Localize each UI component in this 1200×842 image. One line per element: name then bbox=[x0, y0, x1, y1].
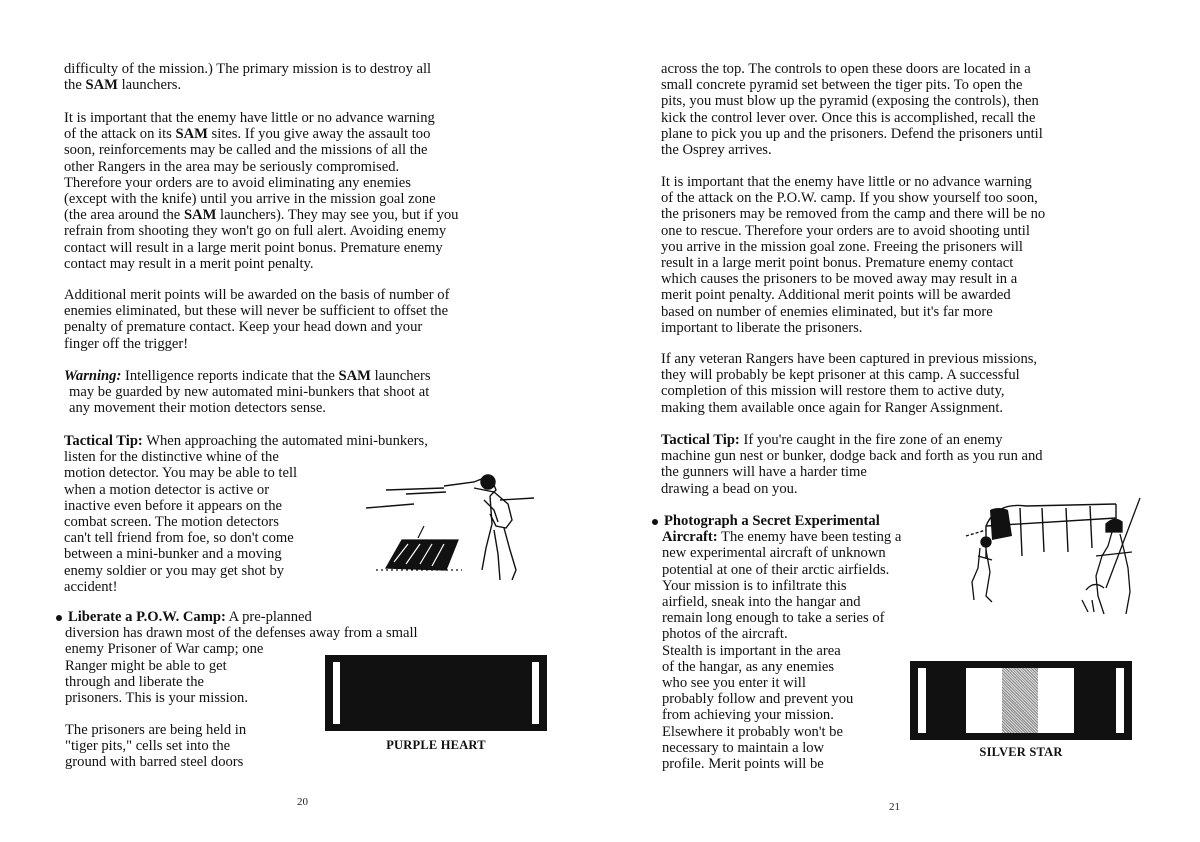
text-line: the gunners will have a harder time bbox=[661, 464, 867, 481]
pow-warning-paragraph bbox=[661, 174, 1045, 336]
text-line: merit point penalty. Additional merit points will be awarded bbox=[661, 287, 1011, 304]
photograph-aircraft-paragraph bbox=[652, 513, 901, 772]
text-line: may be guarded by new automated mini-bunkers that shoot at bbox=[69, 384, 430, 401]
text-line: they will probably be kept prisoner at this camp. A successful bbox=[661, 367, 1020, 384]
text-line: If any veteran Rangers have been captured in previous missions, bbox=[661, 351, 1038, 367]
ribbon-stripe bbox=[966, 668, 1002, 733]
ribbon-stripe bbox=[918, 668, 926, 733]
warning-label: Warning: bbox=[64, 368, 122, 384]
text-line: Stealth is important in the area bbox=[662, 642, 841, 659]
silver-star-ribbon bbox=[910, 661, 1132, 740]
text-line: accident! bbox=[64, 578, 118, 595]
text-line: launchers. bbox=[117, 77, 182, 94]
text-line: Elsewhere it probably won't be bbox=[662, 723, 843, 740]
text-line: It is important that the enemy have little or no advance warning bbox=[64, 110, 435, 126]
sam-term: SAM bbox=[183, 207, 217, 224]
text-line: photos of the aircraft. bbox=[662, 626, 788, 643]
text-line: based on number of enemies eliminated, but it's far more bbox=[661, 303, 993, 320]
text-line: launchers bbox=[370, 368, 431, 384]
right-page bbox=[600, 0, 1200, 842]
sam-term: SAM bbox=[338, 368, 371, 384]
text-line: necessary to maintain a low bbox=[662, 739, 825, 756]
text-line: any movement their motion detectors sense. bbox=[69, 400, 326, 417]
text-line: the prisoners may be removed from the camp and there will be no bbox=[661, 206, 1046, 223]
text-line: combat screen. The motion detectors bbox=[64, 514, 279, 531]
bullet-icon bbox=[652, 519, 658, 525]
text-line: ground with barred steel doors bbox=[65, 754, 244, 771]
text-line: the bbox=[64, 77, 86, 94]
text-line: (except with the knife) until you arrive in the mission goal zone bbox=[64, 191, 436, 208]
text-line: sites. If you give away the assault too bbox=[207, 126, 431, 143]
text-line: A pre-planned bbox=[225, 609, 312, 625]
text-line: diversion has drawn most of the defenses away from a small bbox=[65, 625, 418, 642]
text-line: Ranger might be able to get bbox=[65, 657, 227, 674]
text-line: It is important that the enemy have little or no advance warning bbox=[661, 174, 1032, 190]
text-line: airfield, sneak into the hangar and bbox=[662, 594, 861, 611]
text-line: profile. Merit points will be bbox=[662, 756, 824, 773]
text-line: refrain from shooting they won't go on full alert. Avoiding enemy bbox=[64, 223, 447, 240]
text-line: listen for the distinctive whine of the bbox=[64, 449, 279, 466]
text-line: plane to pick you up and the prisoners. Defend the prisoners until bbox=[661, 125, 1043, 142]
text-line: The prisoners are being held in bbox=[65, 722, 247, 738]
tactical-tip-label: Tactical Tip: bbox=[64, 433, 143, 449]
text-line: launchers). They may see you, but if you bbox=[216, 207, 459, 224]
text-line: completion of this mission will restore them to active duty, bbox=[661, 383, 1005, 400]
hangar-soldiers-illustration bbox=[956, 496, 1146, 620]
text-line: enemy soldier or you may get shot by bbox=[64, 562, 285, 579]
text-line: can't tell friend from foe, so don't come bbox=[64, 530, 294, 547]
silver-star-caption: SILVER STAR bbox=[979, 745, 1063, 759]
text-line: When approaching the automated mini-bunkers, bbox=[142, 433, 428, 449]
text-line: across the top. The controls to open these doors are located in a bbox=[661, 61, 1031, 77]
additional-merit-paragraph bbox=[64, 287, 449, 352]
text-line: inactive even before it appears on the bbox=[64, 497, 282, 514]
tactical-tip-label: Tactical Tip: bbox=[661, 432, 740, 448]
text-line: difficulty of the mission.) The primary mission is to destroy all bbox=[64, 61, 432, 77]
text-line: enemies eliminated, but these will never be sufficient to offset the bbox=[64, 303, 449, 320]
ribbon-stripe bbox=[1038, 668, 1074, 733]
text-line: small concrete pyramid set between the tiger pits. To open the bbox=[661, 77, 1023, 94]
soldier-aiming-illustration bbox=[366, 470, 538, 590]
text-line: between a mini-bunker and a moving bbox=[64, 546, 282, 563]
intro-paragraph bbox=[64, 61, 431, 93]
text-line: motion detector. You may be able to tell bbox=[64, 465, 298, 482]
text-line: Your mission is to infiltrate this bbox=[662, 577, 847, 594]
text-line: "tiger pits," cells set into the bbox=[65, 738, 231, 755]
text-line: If you're caught in the fire zone of an enemy bbox=[739, 432, 1003, 448]
tiger-pits-continued-paragraph bbox=[661, 61, 1043, 158]
text-line: Therefore your orders are to avoid eliminating any enemies bbox=[64, 174, 411, 191]
veteran-rangers-paragraph bbox=[661, 351, 1037, 416]
text-line: machine gun nest or bunker, dodge back and forth as you run and bbox=[661, 448, 1043, 465]
pow-camp-label: Liberate a P.O.W. Camp: bbox=[68, 609, 226, 625]
text-line: (the area around the bbox=[64, 207, 184, 224]
text-line: of the attack on the P.O.W. camp. If you show yourself too soon, bbox=[661, 190, 1038, 207]
text-line: who see you enter it will bbox=[662, 675, 806, 692]
text-line: which causes the prisoners to be moved away may result in a bbox=[661, 271, 1018, 288]
ribbon-stripe bbox=[532, 662, 539, 724]
text-line: The enemy have been testing a bbox=[717, 529, 902, 546]
sam-term: SAM bbox=[175, 126, 208, 143]
text-line: important to liberate the prisoners. bbox=[661, 319, 863, 336]
tiger-pits-paragraph bbox=[65, 722, 246, 771]
text-line: contact may result in a merit point penalty. bbox=[64, 255, 314, 272]
purple-heart-caption: PURPLE HEART bbox=[386, 738, 486, 752]
text-line: Intelligence reports indicate that the bbox=[121, 368, 339, 384]
page-number: 21 bbox=[889, 801, 900, 813]
text-line: of the attack on its bbox=[64, 126, 176, 143]
text-line: contact will result in a large merit point bonus. Premature enemy bbox=[64, 239, 443, 256]
text-line: new experimental aircraft of unknown bbox=[662, 545, 886, 562]
text-line: remain long enough to take a series of bbox=[662, 610, 885, 627]
text-line: potential at one of their arctic airfields. bbox=[662, 561, 890, 578]
sam-term: SAM bbox=[85, 77, 118, 94]
bullet-icon bbox=[56, 615, 62, 621]
text-line: one to rescue. Therefore your orders are to avoid shooting until bbox=[661, 222, 1030, 239]
tactical-tip-paragraph bbox=[661, 432, 1043, 497]
text-line: result in a large merit point bonus. Premature enemy contact bbox=[661, 255, 1014, 272]
text-line: enemy Prisoner of War camp; one bbox=[65, 641, 264, 658]
purple-heart-ribbon bbox=[325, 655, 547, 731]
text-line: pits, you must blow up the pyramid (exposing the controls), then bbox=[661, 93, 1039, 110]
ribbon-center-stripe bbox=[1002, 668, 1038, 733]
text-line: making them available once again for Ranger Assignment. bbox=[661, 399, 1004, 416]
text-line: Additional merit points will be awarded on the basis of number of bbox=[64, 287, 450, 303]
photograph-aircraft-label: Photograph a Secret Experimental bbox=[664, 513, 880, 529]
text-line: penalty of premature contact. Keep your head down and your bbox=[64, 319, 423, 336]
text-line: of the hangar, as any enemies bbox=[662, 658, 835, 675]
warning-paragraph bbox=[64, 368, 431, 417]
text-line: drawing a bead on you. bbox=[661, 480, 798, 497]
text-line: the Osprey arrives. bbox=[661, 142, 772, 159]
text-line: kick the control lever over. Once this is accomplished, recall the bbox=[661, 109, 1036, 126]
ribbon-stripe bbox=[333, 662, 340, 724]
photograph-aircraft-label: Aircraft: bbox=[662, 529, 718, 546]
text-line: other Rangers in the area may be seriously compromised. bbox=[64, 158, 400, 175]
text-line: when a motion detector is active or bbox=[64, 481, 270, 498]
text-line: you arrive in the mission goal zone. Freeing the prisoners will bbox=[661, 238, 1023, 255]
text-line: prisoners. This is your mission. bbox=[65, 690, 248, 707]
text-line: from achieving your mission. bbox=[662, 707, 834, 724]
page-number: 20 bbox=[297, 796, 308, 808]
text-line: finger off the trigger! bbox=[64, 335, 189, 352]
text-line: probably follow and prevent you bbox=[662, 691, 854, 708]
text-line: through and liberate the bbox=[65, 673, 204, 690]
ribbon-stripe bbox=[1116, 668, 1124, 733]
enemy-warning-paragraph bbox=[64, 110, 458, 272]
text-line: soon, reinforcements may be called and the missions of all the bbox=[64, 142, 428, 159]
